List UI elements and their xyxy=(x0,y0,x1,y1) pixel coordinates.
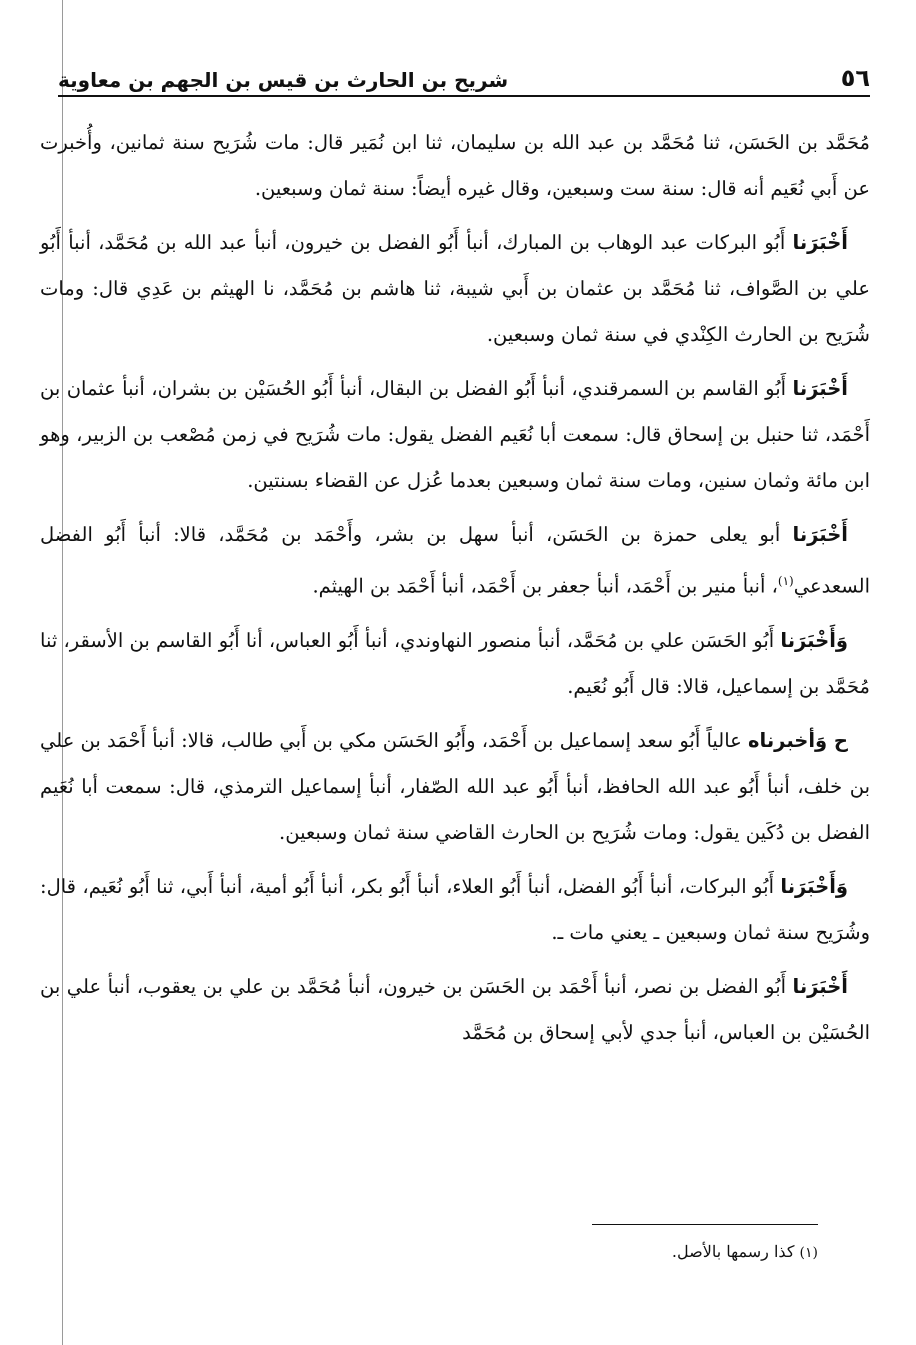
narration-lead: أَخْبَرَنا xyxy=(792,523,848,546)
footnote-text: كذا رسمها بالأصل. xyxy=(671,1242,795,1261)
page-header xyxy=(58,56,870,92)
paragraph xyxy=(40,220,870,358)
footnote-marker: (١) xyxy=(799,1245,818,1261)
running-title: شريح بن الحارث بن قيس بن الجهم بن معاوية xyxy=(58,68,509,92)
paragraph xyxy=(40,864,870,956)
narration-lead: أَخْبَرَنا xyxy=(792,377,848,400)
paragraph xyxy=(40,718,870,856)
page-number: ٥٦ xyxy=(840,64,870,92)
paragraph-text: عالياً أَبُو سعد إسماعيل بن أَحْمَد، وأَبُو الحَسَن مكي بن أَبي طالب، قالا: أنبأ أَحْمَد بن علي بن خلف، أنبأ أَبُو عبد الله الحافظ، أنبأ أَبُو عبد الله الصّفار، أنبأ إسماعيل الترمذي، قال: سمعت أبا نُعَيم الفضل بن دُكَين يقول: ومات شُرَيح بن الحارث القاضي سنة ثمان وسبعين. xyxy=(40,728,870,844)
narration-lead: وَأَخْبَرَنا xyxy=(780,874,848,898)
footnote-rule xyxy=(592,1224,818,1225)
narration-lead: أَخْبَرَنا xyxy=(792,974,848,998)
narration-lead: ح وَأخبرناه xyxy=(748,728,848,752)
footnote xyxy=(420,1238,818,1267)
header-rule xyxy=(58,95,870,97)
paragraph-text: أَبُو القاسم بن السمرقندي، أنبأ أَبُو الفضل بن البقال، أنبأ أَبُو الحُسَيْن بن بشران، أنبأ عثمان بن أَحْمَد، ثنا حنبل بن إسحاق قال: سمعت أبا نُعَيم الفضل يقول: مات شُرَيح في زمن مُصْعب بن الزبير، وهو ابن مائة وثمان سنين، ومات سنة ثمان وسبعين بعدما عُزل عن القضاء بسنتين. xyxy=(40,377,870,492)
paragraph-text: أَبُو البركات عبد الوهاب بن المبارك، أنبأ أَبُو الفضل بن خيرون، أنبأ عبد الله بن مُحَمَّد، أنبأ أَبُو علي بن الصَّواف، ثنا مُحَمَّد بن عثمان بن أَبي شيبة، ثنا هاشم بن مُحَمَّد، نا الهيثم بن عَدِي قال: ومات شُرَيح بن الحارث الكِنْدي في سنة ثمان وسبعين. xyxy=(40,231,870,346)
paragraph-text: مُحَمَّد بن الحَسَن، ثنا مُحَمَّد بن عبد الله بن سليمان، ثنا ابن نُمَير قال: مات شُرَيح سنة ثمانين، وأُخبرت عن أَبي نُعَيم أنه قال: سنة ست وسبعين، وقال غيره أيضاً: سنة ثمان وسبعين. xyxy=(40,131,870,200)
paragraph-text: أبو يعلى حمزة بن الحَسَن، أنبأ سهل بن بشر، وأَحْمَد بن مُحَمَّد، قالا: أنبأ أَبُو الفضل السعدعي xyxy=(40,523,870,598)
footnote-reference: (١) xyxy=(777,574,794,588)
narration-lead: أَخْبَرَنا xyxy=(792,231,848,254)
paragraph-text: أَبُو البركات، أنبأ أَبُو الفضل، أنبأ أَبُو العلاء، أنبأ أَبُو بكر، أنبأ أَبُو أمية، أنبأ أَبي، ثنا أَبُو نُعَيم، قال: وشُرَيح سنة ثمان وسبعين ـ يعني مات ـ. xyxy=(40,874,870,944)
paragraph xyxy=(40,120,870,212)
paragraph-text: أَبُو الفضل بن نصر، أنبأ أَحْمَد بن الحَسَن بن خيرون، أنبأ مُحَمَّد بن علي بن يعقوب، أنبأ علي بن الحُسَيْن بن العباس، أنبأ جدي لأبي إسحاق بن مُحَمَّد xyxy=(40,974,870,1044)
paragraph-text: أَبُو الحَسَن علي بن مُحَمَّد، أنبأ منصور النهاوندي، أنبأ أَبُو العباس، أنا أَبُو القاسم بن الأسقر، ثنا مُحَمَّد بن إسماعيل، قالا: قال أَبُو نُعَيم. xyxy=(40,628,870,698)
body-text xyxy=(40,120,870,1064)
paragraph xyxy=(40,964,870,1056)
paragraph-text-continued: ، أنبأ منير بن أَحْمَد، أنبأ جعفر بن أَحْمَد، أنبأ أَحْمَد بن الهيثم. xyxy=(312,574,778,598)
paragraph xyxy=(40,512,870,610)
narration-lead: وَأَخْبَرَنا xyxy=(780,628,848,652)
paragraph xyxy=(40,618,870,710)
paragraph xyxy=(40,366,870,504)
